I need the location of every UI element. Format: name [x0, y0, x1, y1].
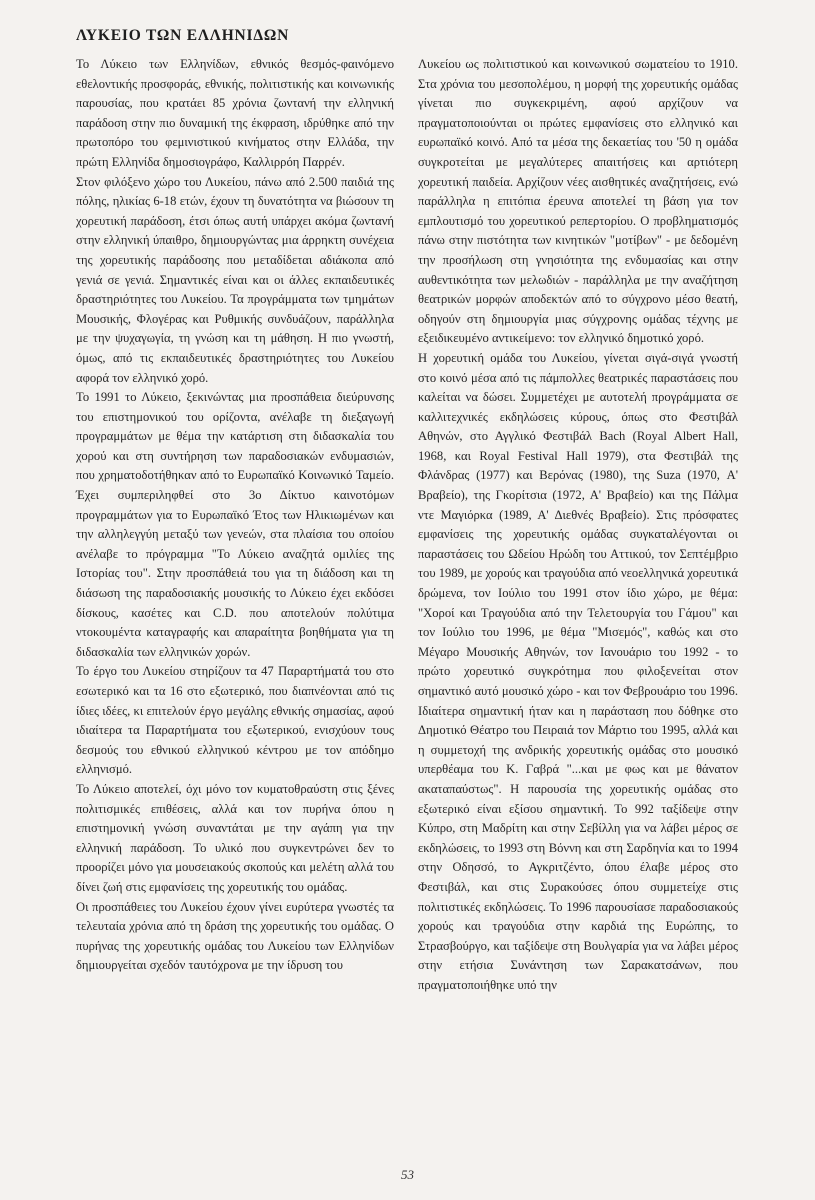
- right-text-column: [418, 55, 738, 996]
- paragraph: Το έργο του Λυκείου στηρίζουν τα 47 Παραρτήματά του στο εσωτερικό και τα 16 στο εξωτερικό, που διαπνέονται από τις ίδιες ιδέες, κι επιτελούν έργο μεγάλης εθνικής σημασίας, αφού ιδιαίτερα τα Παραρτήματα του εξωτερικού, ενισχύουν τους δεσμούς του εθνικού ελληνικού κέντρου με τον απόδημο ελληνισμό.: [76, 664, 394, 777]
- paragraph: Το Λύκειο αποτελεί, όχι μόνο τον κυματοθραύστη στις ξένες πολιτισμικές επιθέσεις, αλλά και τον πυρήνα όπου η επιστημονική γνώση συναντάται με την αγάπη για την ελληνική παράδοση. Το υλικό που συγκεντρώνει δεν το προορίζει μόνο για μουσειακούς σκοπούς και μελέτη αλλά του δίνει ζωή στις εμφανίσεις της χορευτικής του ομάδας.: [76, 781, 394, 894]
- left-text-column: [76, 55, 394, 976]
- paragraph: Λυκείου ως πολιτιστικού και κοινωνικού σωματείου το 1910. Στα χρόνια του μεσοπολέμου, η μορφή της χορευτικής ομάδας γίνεται πιο συγκεκριμένη, αφού αρχίζουν να πραγματοποιούνται οι πρώτες εμφανίσεις στο ελληνικό και ευρωπαϊκό κοινό. Από τα μέσα της δεκαετίας του '50 η ομάδα συγκροτείται με μεγαλύτερες απαιτήσεις και αρτιότερη χορευτική παιδεία. Αρχίζουν νέες αισθητικές αναζητήσεις, ενώ παράλληλα η επιτόπια έρευνα αποτελεί τη βάση για τον εμπλουτισμό του χορευτικού ρεπερτορίου. Ο προβληματισμός πάνω στην πιστότητα των κινητικών "μοτίβων" - με δεδομένη την προσήλωση στη γνησιότητα της ενδυμασίας και στην αυθεντικότητα των μελωδιών - παράλληλα με την αναζήτηση θεατρικών μορφών αποδεκτών από το σύγχρονο μέσο θεατή, οδηγούν στη δημιουργία μιας σύγχρονης ομάδας τέχνης με εξειδικευμένο αντικείμενο: τον ελληνικό δημοτικό χορό.: [418, 57, 738, 346]
- paragraph: Στον φιλόξενο χώρο του Λυκείου, πάνω από 2.500 παιδιά της πόλης, ηλικίας 6-18 ετών, έχουν τη δυνατότητα να βιώσουν τη χορευτική παράδοση, έτσι όπως αυτή υπάρχει ακόμα ζωντανή στην ελληνική ύπαιθρο, δημιουργώντας μια άρρηκτη συνέχεια της χορευτικής παράδοσης που μεταδίδεται αδιάκοπα από γενιά σε γενιά. Σημαντικές είναι και οι άλλες εκπαιδευτικές δραστηριότητες του Λυκείου. Τα προγράμματα των τμημάτων Μουσικής, Φλογέρας και Ρυθμικής συνδυάζουν, παράλληλα με την ψυχαγωγία, τη γνώση και τη μάθηση. Η πιο γνωστή, όμως, από τις εκπαιδευτικές δραστηριότητες του Λυκείου αφορά τον ελληνικό χορό.: [76, 174, 394, 385]
- paragraph: Το Λύκειο των Ελληνίδων, εθνικός θεσμός-φαινόμενο εθελοντικής προσφοράς, εθνικής, πολιτιστικής και κοινωνικής παρουσίας, που κρατάει 85 χρόνια ζωντανή την ελληνική παράδοση στην πιο δυναμική της έκφραση, ιδρύθηκε από την πρωτοπόρο του φεμινιστικού κινήματος στην Ελλάδα, την πρώτη Ελληνίδα δημοσιογράφο, Καλλιρρόη Παρρέν.: [76, 57, 394, 169]
- page-title: ΛΥΚΕΙΟ ΤΩΝ ΕΛΛΗΝΙΔΩΝ: [76, 27, 290, 44]
- paragraph: Η χορευτική ομάδα του Λυκείου, γίνεται σιγά-σιγά γνωστή στο κοινό μέσα από τις πάμπολλες θεατρικές παραστάσεις που καλείται να δώσει. Συμμετέχει με αυτοτελή προγράμματα σε καλλιτεχνικές εκδηλώσεις κύρους, όπως στο Φεστιβάλ Αθηνών, στο Αγγλικό Φεστιβάλ Bach (Royal Albert Hall, 1968, και Royal Festival Hall 1979), στα Φεστιβάλ της Φλάνδρας (1977) και Βερόνας (1980), της Suza (1970, Α' Βραβείο), της Γκορίτσια (1972, Α' Βραβείο) και της Πάλμα ντε Μαγιόρκα (1989, Α' Διεθνές Βραβείο). Στις πρόσφατες εμφανίσεις της χορευτικής ομάδας συγκαταλέγονται οι παραστάσεις του Ωδείου Ηρώδη του Αττικού, τον Σεπτέμβριο του 1989, με χορούς και τραγούδια από νεοελληνικά χορευτικά δρώμενα, τον Ιούλιο του 1991 στον ίδιο χώρο, με θέμα: "Χοροί και Τραγούδια από την Τελετουργία του Γάμου" και τον Ιούλιο του 1996, με θέμα "Μισεμός", καθώς και στο Μέγαρο Μουσικής Αθηνών, τον Ιανουάριο του 1992 - το πρώτο χορευτικό συγκρότημα που φιλοξενείται στον σημαντικό αυτό μουσικό χώρο - και τον Φεβρουάριο του 1996. Ιδιαίτερα σημαντική ήταν και η παράσταση που δόθηκε στο Δημοτικό Θέατρο του Πειραιά τον Μάρτιο του 1995, αλλά και η συμμετοχή της ανδρικής χορευτικής ομάδας στο μουσικό υπερθέαμα του Κ. Γαβρά "...και με φως και με θάνατον ακαταπαύστως". Η παρουσία της χορευτικής ομάδας στο εξωτερικό είναι εξίσου σημαντική. Το 992 ταξίδεψε στην Κύπρο, στη Μαδρίτη και στην Σεβίλλη για να λάβει μέρος σε εκδηλώσεις, το 1993 στη Βόννη και στη Σαρδηνία και το 1994 στην Οδησσό, το Αγκριτζέντο, όπου έλαβε μέρος στο Φεστιβάλ, και στις Συρακούσες όπου συμμετείχε στις πολιτιστικές εκδηλώσεις. Το 1996 παρουσίασε παραδοσιακούς χορούς και τραγούδια στην καρδιά της Ευρώπης, το Στρασβούργο, και ταξίδεψε στη Βουλγαρία για να λάβει μέρος στην ετήσια Συνάντηση των Σαρακατσάνων, που πραγματοποιήθηκε υπό την: [418, 350, 738, 992]
- paragraph: Οι προσπάθειες του Λυκείου έχουν γίνει ευρύτερα γνωστές τα τελευταία χρόνια από τη δράση της χορευτικής του ομάδας. Ο πυρήνας της χορευτικής ομάδας του Λυκείου των Ελληνίδων δημιουργείται σχεδόν ταυτόχρονα με την ίδρυση του: [76, 899, 394, 973]
- paragraph: Το 1991 το Λύκειο, ξεκινώντας μια προσπάθεια διεύρυνσης του επιστημονικού του ορίζοντα, ανέλαβε τη διεξαγωγή προγραμμάτων με θέμα την κατάρτιση στη διδασκαλία του χορού και στη συντήρηση των παραδοσιακών ενδυμασιών, που χρηματοδοτήθηκαν από το Ευρωπαϊκό Κοινωνικό Ταμείο. Έχει συμπεριληφθεί στο 3ο Δίκτυο καινοτόμων προγραμμάτων για το Ευρωπαϊκό Έτος των Ηλικιωμένων και την αλληλεγγύη μεταξύ των γενεών, στα πλαίσια του οποίου ανέλαβε το πρόγραμμα "Το Λύκειο αναζητά ομιλίες της Ιστορίας του". Στην προσπάθειά του για τη διάδοση και τη διάσωση της παραδοσιακής μουσικής το Λύκειο έχει εκδόσει δίσκους, κασέτες και C.D. που αποτελούν πολύτιμα ντοκουμέντα καταγραφής και απαραίτητα βοηθήματα για τη διδασκαλία των ελληνικών χορών.: [76, 390, 394, 659]
- page-number: 53: [401, 1167, 414, 1182]
